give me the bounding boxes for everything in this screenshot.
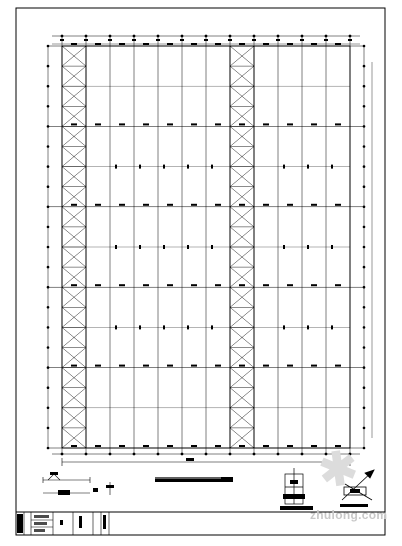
member-tag	[139, 165, 141, 169]
axis-dot-left	[47, 366, 50, 369]
axis-tag-top	[132, 39, 136, 41]
axis-dot-bottom	[157, 453, 160, 456]
member-tag	[163, 245, 165, 249]
member-tag	[239, 123, 245, 125]
section-detail-icon	[43, 472, 114, 495]
member-tag	[191, 43, 197, 45]
lattice-snowflake-icon: ✱	[315, 440, 361, 498]
axis-dot-right	[363, 447, 366, 450]
axis-dot-left	[47, 105, 50, 108]
axis-dot-left	[47, 206, 50, 209]
axis-dot-bottom	[253, 453, 256, 456]
member-tag	[143, 43, 149, 45]
member-tag	[287, 365, 293, 367]
axis-dot-left	[47, 386, 50, 389]
axis-dot-top	[133, 35, 136, 38]
axis-tag-top	[252, 39, 256, 41]
member-tag	[95, 123, 101, 125]
member-tag	[307, 325, 309, 329]
member-tag	[167, 204, 173, 206]
member-tag	[191, 284, 197, 286]
axis-dot-bottom	[61, 453, 64, 456]
member-tag	[143, 123, 149, 125]
axis-dot-right	[363, 326, 366, 329]
axis-dot-left	[47, 185, 50, 188]
axis-dot-left	[47, 326, 50, 329]
axis-dot-top	[157, 35, 160, 38]
axis-dot-bottom	[205, 453, 208, 456]
axis-tag-top	[324, 39, 328, 41]
member-tag	[239, 43, 245, 45]
member-tag	[311, 284, 317, 286]
member-tag	[335, 204, 341, 206]
axis-tag-top	[348, 39, 352, 41]
member-tag	[115, 325, 117, 329]
member-tag	[263, 365, 269, 367]
member-tag	[311, 123, 317, 125]
axis-dot-left	[47, 407, 50, 410]
member-tag	[167, 43, 173, 45]
member-tag	[163, 165, 165, 169]
axis-dot-top	[253, 35, 256, 38]
member-tag	[211, 165, 213, 169]
member-tag	[287, 43, 293, 45]
member-tag	[287, 204, 293, 206]
axis-tag-top	[276, 39, 280, 41]
axis-dot-right	[363, 306, 366, 309]
member-tag	[163, 325, 165, 329]
member-tag	[239, 204, 245, 206]
axis-dot-left	[47, 65, 50, 68]
axis-tag-top	[84, 39, 88, 41]
member-tag	[95, 43, 101, 45]
member-tag	[239, 365, 245, 367]
axis-dot-bottom	[109, 453, 112, 456]
member-tag	[167, 445, 173, 447]
member-tag	[239, 284, 245, 286]
axis-dot-bottom	[301, 453, 304, 456]
axis-dot-right	[363, 145, 366, 148]
axis-dot-right	[363, 286, 366, 289]
member-tag	[307, 165, 309, 169]
axis-dot-right	[363, 427, 366, 430]
member-tag	[191, 365, 197, 367]
member-tag	[215, 445, 221, 447]
member-tag	[283, 245, 285, 249]
member-tag	[71, 365, 77, 367]
member-tag	[263, 445, 269, 447]
axis-dot-left	[47, 306, 50, 309]
axis-dot-left	[47, 286, 50, 289]
axis-dot-right	[363, 246, 366, 249]
axis-dot-top	[301, 35, 304, 38]
axis-dot-right	[363, 407, 366, 410]
axis-dot-right	[363, 206, 366, 209]
member-tag	[95, 445, 101, 447]
member-tag	[71, 123, 77, 125]
member-tag	[287, 445, 293, 447]
axis-dot-left	[47, 246, 50, 249]
axis-tag-top	[60, 39, 64, 41]
member-tag	[263, 123, 269, 125]
watermark-text: zhulong.com	[310, 508, 388, 522]
member-tag	[335, 123, 341, 125]
axis-dot-top	[109, 35, 112, 38]
member-tag	[119, 123, 125, 125]
member-tag	[331, 245, 333, 249]
member-tag	[263, 284, 269, 286]
member-tag	[71, 284, 77, 286]
member-tag	[215, 365, 221, 367]
axis-dot-right	[363, 165, 366, 168]
member-tag	[287, 123, 293, 125]
axis-dot-right	[363, 125, 366, 128]
member-tag	[119, 284, 125, 286]
axis-dot-top	[277, 35, 280, 38]
axis-dot-left	[47, 145, 50, 148]
member-tag	[139, 325, 141, 329]
axis-dot-top	[205, 35, 208, 38]
member-tag	[335, 43, 341, 45]
member-tag	[139, 245, 141, 249]
axis-dot-top	[85, 35, 88, 38]
axis-tag-top	[108, 39, 112, 41]
member-tag	[143, 365, 149, 367]
axis-dot-top	[61, 35, 64, 38]
node-detail-icon	[280, 468, 313, 510]
axis-dot-bottom	[277, 453, 280, 456]
member-tag	[143, 284, 149, 286]
axis-dot-bottom	[85, 453, 88, 456]
member-tag	[167, 123, 173, 125]
axis-dot-top	[349, 35, 352, 38]
member-tag	[187, 165, 189, 169]
axis-dot-left	[47, 346, 50, 349]
member-tag	[191, 204, 197, 206]
member-tag	[283, 165, 285, 169]
axis-dot-right	[363, 45, 366, 48]
axis-dot-left	[47, 85, 50, 88]
member-tag	[143, 204, 149, 206]
member-tag	[283, 325, 285, 329]
axis-dot-left	[47, 125, 50, 128]
axis-tag-top	[300, 39, 304, 41]
member-tag	[71, 445, 77, 447]
axis-dot-left	[47, 45, 50, 48]
member-tag	[215, 43, 221, 45]
member-tag	[263, 43, 269, 45]
axis-dot-left	[47, 165, 50, 168]
member-tag	[71, 43, 77, 45]
axis-dot-bottom	[133, 453, 136, 456]
member-tag	[215, 284, 221, 286]
member-tag	[115, 245, 117, 249]
member-tag	[143, 445, 149, 447]
member-tag	[311, 204, 317, 206]
axis-dot-right	[363, 65, 366, 68]
member-tag	[95, 365, 101, 367]
axis-dot-left	[47, 266, 50, 269]
member-tag	[335, 365, 341, 367]
member-tag	[191, 445, 197, 447]
member-tag	[311, 365, 317, 367]
member-tag	[211, 245, 213, 249]
axis-dot-right	[363, 366, 366, 369]
member-tag	[167, 365, 173, 367]
member-tag	[119, 365, 125, 367]
member-tag	[263, 204, 269, 206]
axis-dot-right	[363, 346, 366, 349]
plan-caption	[155, 477, 233, 482]
column-grid-lines	[48, 36, 372, 454]
axis-dot-bottom	[229, 453, 232, 456]
member-tag	[119, 43, 125, 45]
axis-tag-top	[156, 39, 160, 41]
member-tag	[187, 325, 189, 329]
axis-dot-bottom	[181, 453, 184, 456]
member-tag	[331, 165, 333, 169]
axis-dot-top	[325, 35, 328, 38]
member-tag	[95, 284, 101, 286]
axis-dot-left	[47, 447, 50, 450]
member-tag	[119, 445, 125, 447]
member-tag	[335, 284, 341, 286]
axis-dot-right	[363, 85, 366, 88]
axis-dot-top	[181, 35, 184, 38]
dimension-line-bottom	[62, 458, 350, 466]
axis-dot-left	[47, 427, 50, 430]
member-tag	[215, 204, 221, 206]
axis-tag-top	[228, 39, 232, 41]
axis-tag-top	[204, 39, 208, 41]
axis-dot-top	[229, 35, 232, 38]
axis-dot-right	[363, 386, 366, 389]
member-tag	[191, 123, 197, 125]
member-tag	[187, 245, 189, 249]
axis-dot-right	[363, 266, 366, 269]
axis-tag-top	[180, 39, 184, 41]
member-tag	[239, 445, 245, 447]
member-tag	[71, 204, 77, 206]
member-tag	[115, 165, 117, 169]
member-tag	[119, 204, 125, 206]
member-tag	[167, 284, 173, 286]
member-tag	[287, 284, 293, 286]
axis-dot-right	[363, 226, 366, 229]
member-tag	[307, 245, 309, 249]
axis-dot-left	[47, 226, 50, 229]
axis-dot-right	[363, 185, 366, 188]
member-tag	[331, 325, 333, 329]
member-tag	[211, 325, 213, 329]
member-tag	[215, 123, 221, 125]
axis-dot-right	[363, 105, 366, 108]
member-tag	[311, 43, 317, 45]
member-tag	[95, 204, 101, 206]
